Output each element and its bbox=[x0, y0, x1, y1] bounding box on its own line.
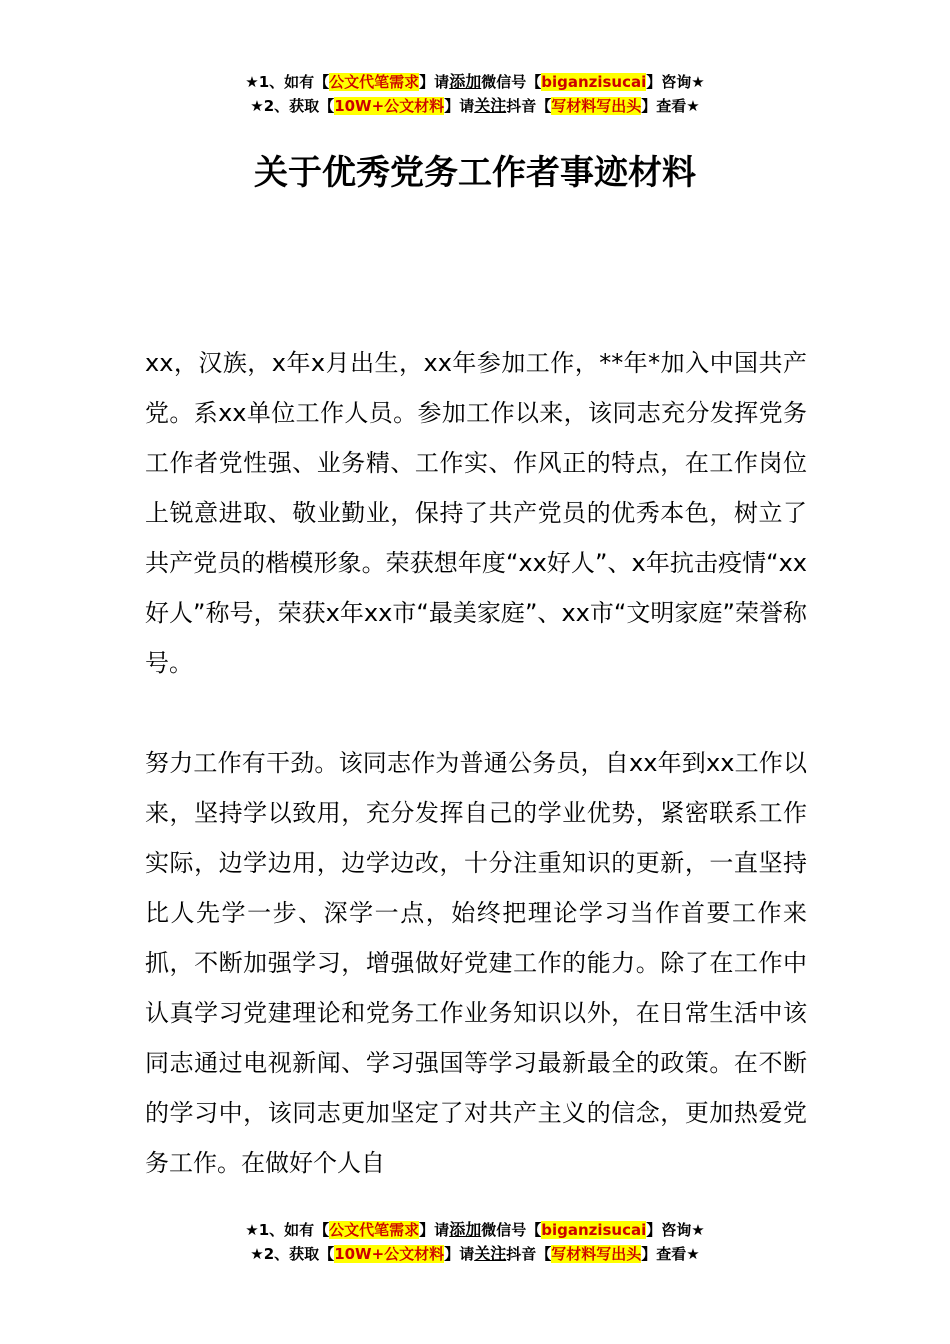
footer-line-1-text-a: ★1、如有【 bbox=[245, 1221, 330, 1239]
header-line-2-text-a: ★2、获取【 bbox=[250, 97, 335, 115]
footer-banner bbox=[0, 1218, 950, 1266]
header-line-2-text-b: 】请 bbox=[444, 97, 475, 115]
footer-line-1 bbox=[0, 1218, 950, 1242]
document-body bbox=[145, 338, 807, 1188]
header-banner bbox=[0, 70, 950, 118]
header-line-1-text-c: 微信号【 bbox=[481, 73, 542, 91]
footer-highlight-service: 公文代笔需求 bbox=[329, 1221, 420, 1239]
footer-line-2-text-b: 】请 bbox=[444, 1245, 475, 1263]
footer-highlight-wechat-id: biganzisucai bbox=[541, 1221, 647, 1239]
footer-underlined-add: 添加 bbox=[449, 1220, 482, 1239]
footer-line-1-text-d: 】咨询★ bbox=[646, 1221, 705, 1239]
header-highlight-wechat-id: biganzisucai bbox=[541, 73, 647, 91]
header-line-2-text-d: 】查看★ bbox=[641, 97, 700, 115]
footer-line-2-text-d: 】查看★ bbox=[641, 1245, 700, 1263]
header-highlight-service: 公文代笔需求 bbox=[329, 73, 420, 91]
footer-line-1-text-b: 】请 bbox=[419, 1221, 450, 1239]
footer-highlight-douyin-account: 写材料写出头 bbox=[551, 1245, 642, 1263]
footer-line-2-text-a: ★2、获取【 bbox=[250, 1245, 335, 1263]
paragraph: xx，汉族，x年x月出生，xx年参加工作，**年*加入中国共产党。系xx单位工作人员。参加工作以来，该同志充分发挥党务工作者党性强、业务精、工作实、作风正的特点，在工作岗位上锐意进取、敬业勤业，保持了共产党员的优秀本色，树立了共产党员的楷模形象。荣获想年度“xx好人”、x年抗击疫情“xx好人”称号，荣获x年xx市“最美家庭”、xx市“文明家庭”荣誉称号。 bbox=[145, 349, 807, 677]
header-highlight-materials: 10W+公文材料 bbox=[334, 97, 445, 115]
paragraph: 努力工作有干劲。该同志作为普通公务员，自xx年到xx工作以来，坚持学以致用，充分发挥自己的学业优势，紧密联系工作实际，边学边用，边学边改，十分注重知识的更新，一直坚持比人先学一步、深学一点，始终把理论学习当作首要工作来抓，不断加强学习，增强做好党建工作的能力。除了在工作中认真学习党建理论和党务工作业务知识以外，在日常生活中该同志通过电视新闻、学习强国等学习最新最全的政策。在不断的学习中，该同志更加坚定了对共产主义的信念，更加热爱党务工作。在做好个人自 bbox=[145, 749, 807, 1177]
footer-underlined-follow: 关注 bbox=[474, 1244, 507, 1263]
document-title: 关于优秀党务工作者事迹材料 bbox=[254, 153, 696, 193]
header-underlined-follow: 关注 bbox=[474, 96, 507, 115]
header-line-2 bbox=[0, 94, 950, 118]
header-highlight-douyin-account: 写材料写出头 bbox=[551, 97, 642, 115]
footer-highlight-materials: 10W+公文材料 bbox=[334, 1245, 445, 1263]
header-line-1-text-b: 】请 bbox=[419, 73, 450, 91]
footer-line-1-text-c: 微信号【 bbox=[481, 1221, 542, 1239]
footer-line-2-text-c: 抖音【 bbox=[506, 1245, 552, 1263]
header-line-2-text-c: 抖音【 bbox=[506, 97, 552, 115]
header-underlined-add: 添加 bbox=[449, 72, 482, 91]
header-line-1-text-d: 】咨询★ bbox=[646, 73, 705, 91]
footer-line-2 bbox=[0, 1242, 950, 1266]
header-line-1 bbox=[0, 70, 950, 94]
header-line-1-text-a: ★1、如有【 bbox=[245, 73, 330, 91]
